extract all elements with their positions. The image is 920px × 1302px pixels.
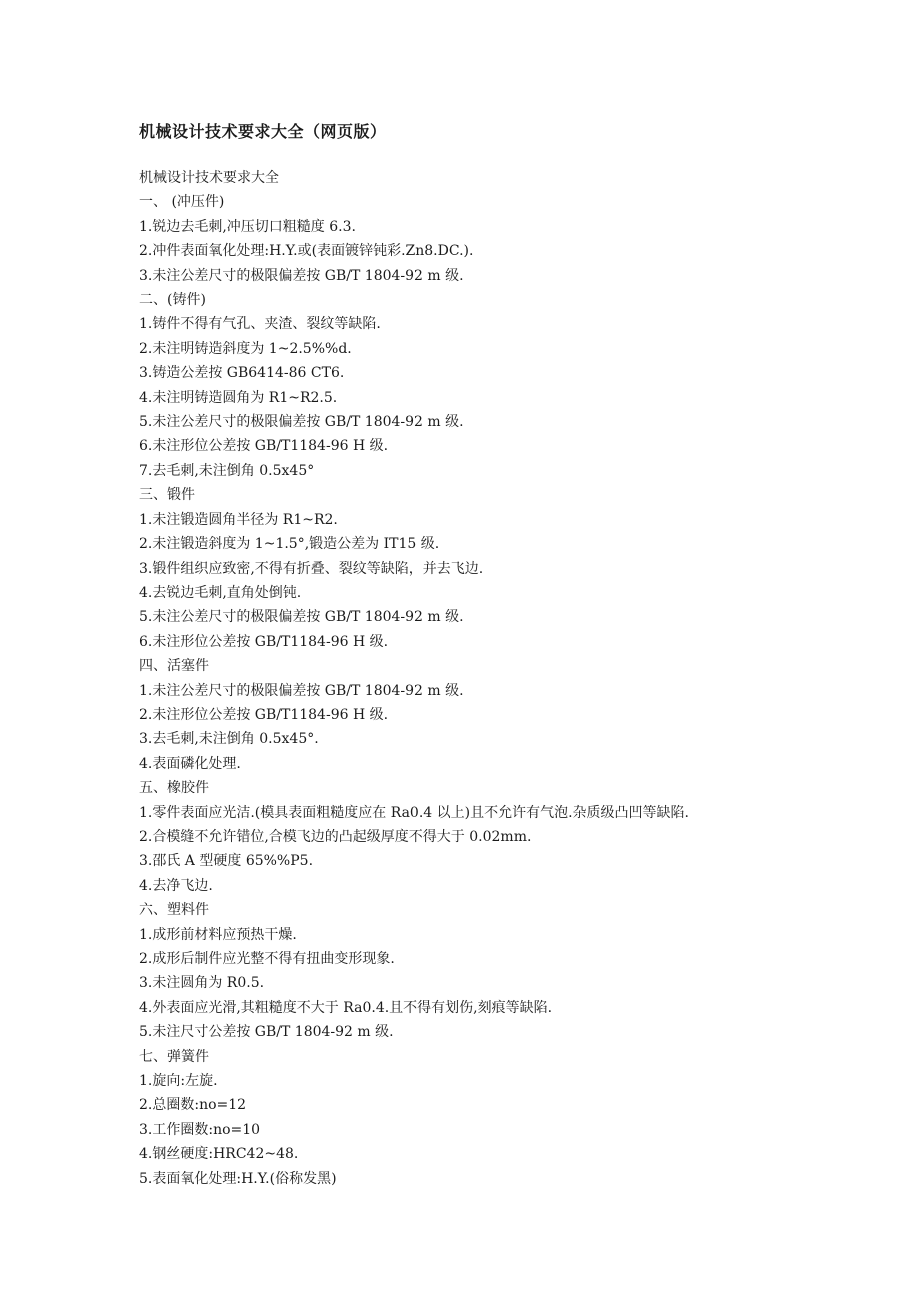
document-line: 3.去毛刺,未注倒角 0.5x45°. xyxy=(139,731,319,748)
document-title: 机械设计技术要求大全（网页版） xyxy=(139,122,387,141)
document-line: 五、橡胶件 xyxy=(139,780,209,797)
document-line: 2.未注锻造斜度为 1~1.5°,锻造公差为 IT15 级. xyxy=(139,536,440,553)
document-line: 4.表面磷化处理. xyxy=(139,755,241,772)
document-line: 1.旋向:左旋. xyxy=(139,1073,218,1090)
document-body xyxy=(139,166,859,1191)
document-line: 5.未注尺寸公差按 GB/T 1804-92 m 级. xyxy=(139,1024,394,1041)
document-page xyxy=(139,120,859,1191)
document-line: 1.零件表面应光洁.(模具表面粗糙度应在 Ra0.4 以上)且不允许有气泡.杂质级凸凹等缺陷. xyxy=(139,804,690,821)
document-line: 4.未注明铸造圆角为 R1~R2.5. xyxy=(139,389,338,406)
document-line: 1.成形前材料应预热干燥. xyxy=(139,926,297,943)
document-line: 3.未注公差尺寸的极限偏差按 GB/T 1804-92 m 级. xyxy=(139,267,464,284)
document-line: 六、塑料件 xyxy=(139,902,209,919)
document-line: 3.邵氏 A 型硬度 65%%P5. xyxy=(139,853,314,870)
document-line: 2.冲件表面氧化处理:H.Y.或(表面镀锌钝彩.Zn8.DC.). xyxy=(139,243,474,260)
document-line: 6.未注形位公差按 GB/T1184-96 H 级. xyxy=(139,633,389,650)
document-line: 3.工作圈数:no=10 xyxy=(139,1121,261,1138)
document-line: 3.铸造公差按 GB6414-86 CT6. xyxy=(139,365,345,382)
document-line: 5.表面氧化处理:H.Y.(俗称发黑) xyxy=(139,1170,337,1187)
document-line: 5.未注公差尺寸的极限偏差按 GB/T 1804-92 m 级. xyxy=(139,414,464,431)
document-line: 四、活塞件 xyxy=(139,658,209,675)
document-line: 5.未注公差尺寸的极限偏差按 GB/T 1804-92 m 级. xyxy=(139,609,464,626)
document-line: 三、锻件 xyxy=(139,487,195,504)
document-line: 2.未注形位公差按 GB/T1184-96 H 级. xyxy=(139,706,389,723)
document-line: 4.外表面应光滑,其粗糙度不大于 Ra0.4.且不得有划伤,刻痕等缺陷. xyxy=(139,999,553,1016)
document-line: 2.成形后制件应光整不得有扭曲变形现象. xyxy=(139,951,395,967)
document-line: 3.锻件组织应致密,不得有折叠、裂纹等缺陷，并去飞边. xyxy=(139,560,484,577)
document-line: 1.未注公差尺寸的极限偏差按 GB/T 1804-92 m 级. xyxy=(139,682,464,699)
document-line: 1.未注锻造圆角半径为 R1~R2. xyxy=(139,511,338,528)
document-line: 二、(铸件) xyxy=(139,292,206,309)
document-subtitle: 机械设计技术要求大全 xyxy=(139,170,279,186)
document-line: 4.钢丝硬度:HRC42~48. xyxy=(139,1146,299,1163)
document-line: 2.总圈数:no=12 xyxy=(139,1097,247,1114)
document-line: 6.未注形位公差按 GB/T1184-96 H 级. xyxy=(139,438,389,455)
document-line: 7.去毛刺,未注倒角 0.5x45° xyxy=(139,462,315,479)
document-line: 4.去锐边毛刺,直角处倒钝. xyxy=(139,584,302,601)
document-line: 1.铸件不得有气孔、夹渣、裂纹等缺陷. xyxy=(139,316,381,333)
document-line: 3.未注圆角为 R0.5. xyxy=(139,975,265,992)
document-line: 2.未注明铸造斜度为 1~2.5%%d. xyxy=(139,340,352,357)
document-line: 4.去净飞边. xyxy=(139,877,213,894)
document-line: 2.合模缝不允许错位,合模飞边的凸起级厚度不得大于 0.02mm. xyxy=(139,828,532,845)
document-line: 1.锐边去毛刺,冲压切口粗糙度 6.3. xyxy=(139,218,356,235)
document-line: 七、弹簧件 xyxy=(139,1048,209,1065)
document-line: 一、 (冲压件) xyxy=(139,194,225,211)
